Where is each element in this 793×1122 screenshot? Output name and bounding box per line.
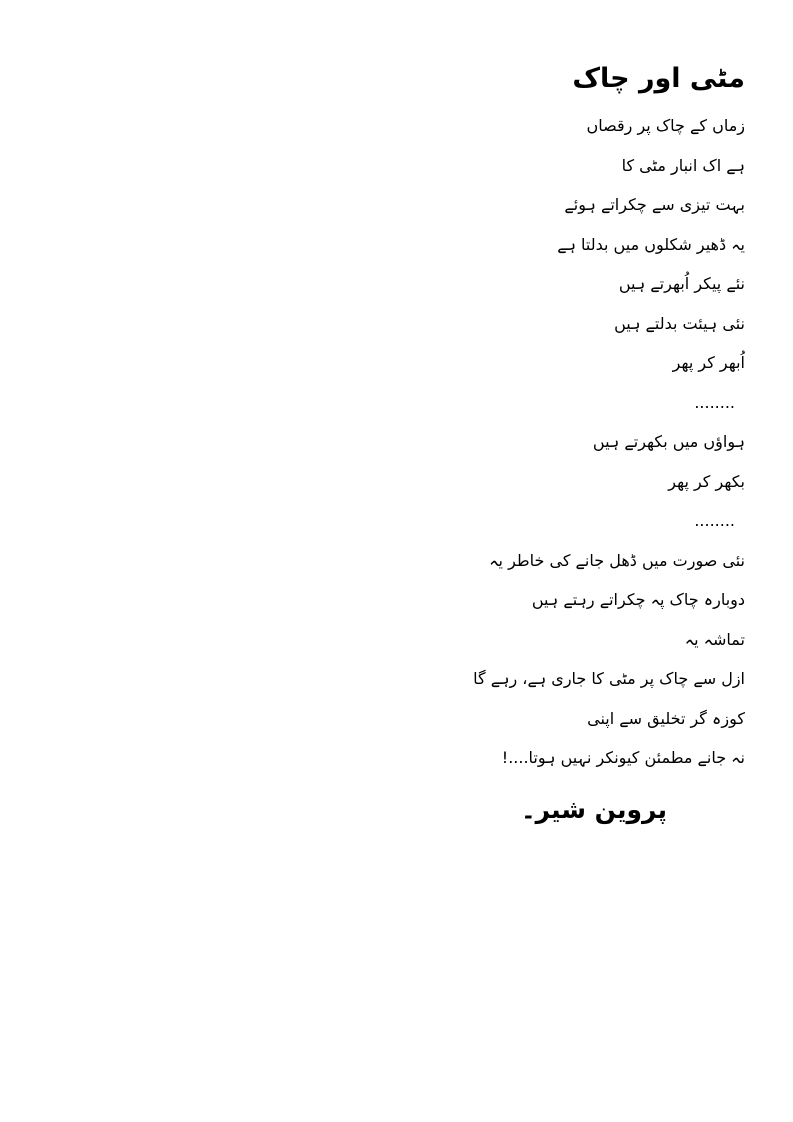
poem-line: دوبارہ چاک پہ چکراتے رہتے ہیں bbox=[531, 590, 745, 609]
poem-line: ہواؤں میں بکھرتے ہیں bbox=[592, 432, 745, 451]
poem-line: یہ ڈھیر شکلوں میں بدلتا ہے bbox=[557, 234, 745, 254]
poem-lines bbox=[425, 106, 745, 778]
poem-line: نئے پیکر اُبھرتے ہیں bbox=[618, 274, 745, 293]
poem-line-ellipsis: ........ bbox=[694, 511, 735, 530]
poem-author: پروین شیر۔ bbox=[520, 794, 667, 824]
poem bbox=[425, 52, 745, 832]
poem-line: تماشہ یہ bbox=[684, 629, 745, 649]
poem-line: ہے اک انبار مٹی کا bbox=[621, 155, 745, 175]
poem-line: بہت تیزی سے چکراتے ہوئے bbox=[564, 195, 745, 214]
poem-line: نہ جانے مطمئن کیونکر نہیں ہوتا....! bbox=[501, 748, 745, 767]
poem-line: نئی ہیئت بدلتے ہیں bbox=[614, 313, 745, 333]
poem-line: اُبھر کر پھر bbox=[672, 353, 745, 372]
poem-title: مٹی اور چاک bbox=[572, 63, 745, 94]
poem-line: بکھر کر پھر bbox=[668, 471, 745, 491]
poem-line: ازل سے چاک پر مٹی کا جاری ہے، رہے گا bbox=[473, 669, 745, 688]
poem-line: زماں کے چاک پر رقصاں bbox=[586, 116, 745, 135]
poem-line-ellipsis: ........ bbox=[694, 392, 735, 412]
poem-line: کوزہ گر تخلیق سے اپنی bbox=[587, 708, 745, 728]
poem-line: نئی صورت میں ڈھل جانے کی خاطر یہ bbox=[489, 550, 745, 570]
